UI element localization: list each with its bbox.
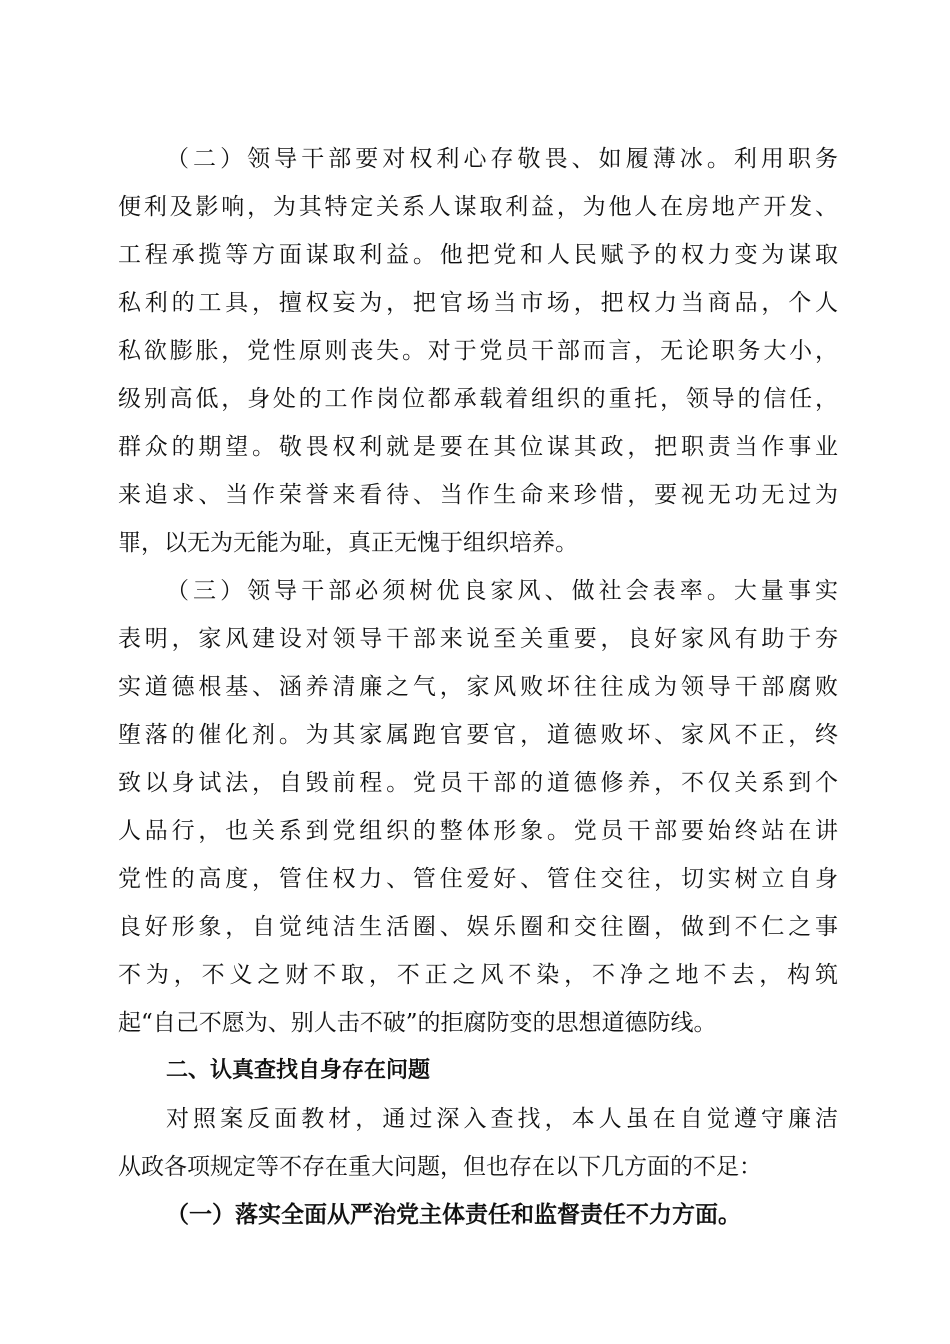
paragraph-2-line-2: 表明，家风建设对领导干部来说至关重要，良好家风有助于夯	[118, 626, 838, 652]
paragraph-2-line-6: 人品行，也关系到党组织的整体形象。党员干部要始终站在讲	[118, 818, 838, 844]
paragraph-1-line-1: （二）领导干部要对权利心存敬畏、如履薄冰。利用职务	[166, 146, 838, 172]
paragraph-1-line-3: 工程承揽等方面谋取利益。他把党和人民赋予的权力变为谋取	[118, 242, 838, 268]
paragraph-3-line-2: 从政各项规定等不存在重大问题，但也存在以下几方面的不足：	[118, 1154, 762, 1180]
paragraph-2-line-10: 起“自己不愿为、别人击不破”的拒腐防变的思想道德防线。	[118, 1010, 717, 1036]
paragraph-1-line-4: 私利的工具，擅权妄为，把官场当市场，把权力当商品，个人	[118, 290, 838, 316]
section-heading: 二、认真查找自身存在问题	[166, 1058, 431, 1083]
paragraph-2-line-1: （三）领导干部必须树优良家风、做社会表率。大量事实	[166, 578, 838, 604]
paragraph-2-line-8: 良好形象，自觉纯洁生活圈、娱乐圈和交往圈，做到不仁之事	[118, 914, 838, 940]
paragraph-2-line-3: 实道德根基、涵养清廉之气，家风败坏往往成为领导干部腐败	[118, 674, 838, 700]
paragraph-2-line-5: 致以身试法，自毁前程。党员干部的道德修养，不仅关系到个	[118, 770, 838, 796]
paragraph-1-line-5: 私欲膨胀，党性原则丧失。对于党员干部而言，无论职务大小，	[118, 338, 838, 364]
paragraph-1-line-2: 便利及影响，为其特定关系人谋取利益，为他人在房地产开发、	[118, 194, 838, 220]
paragraph-1-line-7: 群众的期望。敬畏权利就是要在其位谋其政，把职责当作事业	[118, 434, 838, 460]
paragraph-3-line-1: 对照案反面教材，通过深入查找，本人虽在自觉遵守廉洁	[166, 1106, 838, 1132]
paragraph-2-line-7: 党性的高度，管住权力、管住爱好、管住交往，切实树立自身	[118, 866, 838, 892]
subsection-heading: （一）落实全面从严治党主体责任和监督责任不力方面。	[166, 1201, 741, 1228]
paragraph-1-line-6: 级别高低，身处的工作岗位都承载着组织的重托，领导的信任，	[118, 386, 838, 412]
paragraph-2-line-9: 不为，不义之财不取，不正之风不染，不净之地不去，构筑	[118, 962, 838, 988]
paragraph-1-line-8: 来追求、当作荣誉来看待、当作生命来珍惜，要视无功无过为	[118, 482, 838, 508]
paragraph-1-line-9: 罪，以无为无能为耻，真正无愧于组织培养。	[118, 530, 578, 556]
paragraph-2-line-4: 堕落的催化剂。为其家属跑官要官，道德败坏、家风不正，终	[118, 722, 838, 748]
